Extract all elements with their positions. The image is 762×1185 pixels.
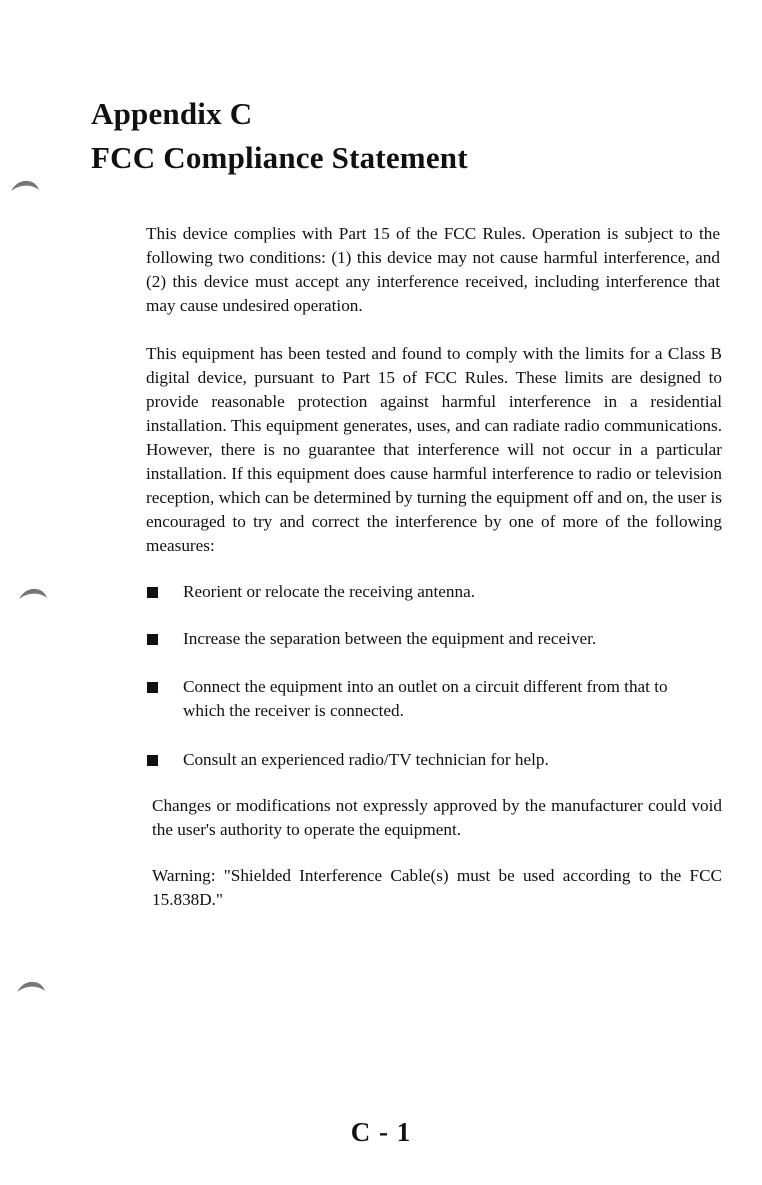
list-item [146,627,706,651]
page-number: C - 1 [350,1117,412,1147]
scan-smudge-mark [18,586,48,600]
square-bullet-icon [147,682,158,693]
square-bullet-icon [147,634,158,645]
scan-smudge-mark [16,979,46,993]
list-item-text: Reorient or relocate the receiving antenna. [183,582,476,601]
testing-paragraph: This equipment has been tested and found to comply with the limits for a Class B digital device, pursuant to Part 15 of FCC Rules. These limits are designed to provide reasonable protection against harmful interference in a residential installation. This equipment generates, uses, and can radiate radio communications. However, there is no guarantee that interference will not occur in a particular installation. If this equipment does cause harmful interference to radio or television reception, which can be determined by turning the equipment off and on, the user is encouraged to try and correct the interference by one of more of the following measures: [146,344,722,555]
modifications-paragraph: Changes or modifications not expressly approved by the manufacturer could void the user's authority to operate the equipment. [152,796,722,839]
appendix-label: Appendix C [91,96,253,131]
list-item [146,748,706,772]
list-item [146,580,706,604]
warning-paragraph: Warning: "Shielded Interference Cable(s) must be used according to the FCC 15.838D." [152,866,722,909]
page-title: FCC Compliance Statement [91,140,468,175]
square-bullet-icon [147,755,158,766]
list-item-text: Connect the equipment into an outlet on a circuit different from that to which the receiver is connected. [183,677,668,720]
list-item-text: Increase the separation between the equipment and receiver. [183,629,597,648]
scan-smudge-mark [10,178,40,192]
square-bullet-icon [147,587,158,598]
compliance-paragraph: This device complies with Part 15 of the FCC Rules. Operation is subject to the following two conditions: (1) this device may not cause harmful interference, and (2) this device must accept any interference received, including interference that may cause undesired operation. [146,224,720,315]
list-item [146,675,706,723]
list-item-text: Consult an experienced radio/TV technician for help. [183,750,549,769]
